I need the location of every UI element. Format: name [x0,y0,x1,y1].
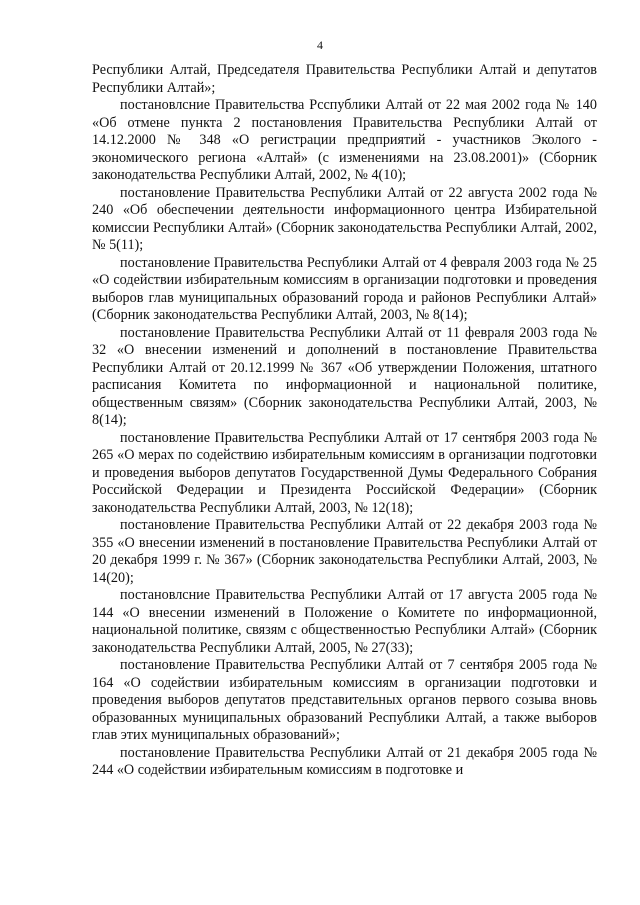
paragraph: постановление Правительства Республики Алтай от 22 декабря 2003 года № 355 «О внесении изменений в постановление Правительства Республики Алтай от 20 декабря 1999 г. № 367» (Сборник законодательства Республики Алтай, 2003, № 14(20); [92,517,597,586]
paragraph: постановление Правительства Республики Алтай от 11 февраля 2003 года № 32 «О внесении изменений и дополнений в постановление Правительства Республики Алтай от 20.12.1999 № 367 «Об утверждении Положения, штатного расписания Комитета по информационной и национальной политике, общественным связям» (Сборник законодательства Республики Алтай, 2003, № 8(14); [92,324,597,428]
paragraph: постановление Правительства Республики Алтай от 7 сентября 2005 года № 164 «О содействии избирательным комиссиям в организации подготовки и проведения выборов депутатов представительных органов первого созыва вновь образованных муниципальных образований Республики Алтай, а также выборов глав этих муниципальных образований»; [92,657,597,743]
paragraph: постановление Правительства Республики Алтай от 4 февраля 2003 года № 25 «О содействии избирательным комиссиям в организации подготовки и проведения выборов глав муниципальных образований города и районов Республики Алтай» (Сборник законодательства Республики Алтай, 2003, № 8(14); [92,254,597,323]
paragraph: постановление Правительства Республики Алтай от 22 августа 2002 года № 240 «Об обеспечении деятельности информационного центра Избирательной комиссии Республики Алтай» (Сборник законодательства Республики Алтай, 2002, № 5(11); [92,184,597,253]
paragraph: Республики Алтай, Председателя Правительства Республики Алтай и депутатов Республики Алтай»; [92,62,597,96]
paragraph: постановление Правительства Республики Алтай от 17 сентября 2003 года № 265 «О мерах по содействию избирательным комиссиям в организации подготовки и проведения выборов депутатов Государственной Думы Федерального Собрания Российской Федерации и Президента Российской Федерации» (Сборник законодательства Республики Алтай, 2003, № 12(18); [92,429,597,516]
page-number: 4 [317,38,323,52]
paragraph: постановлсние Правительства Республики Алтай от 17 августа 2005 года № 144 «О внесении изменений в Положение о Комитете по информационной, национальной политике, связям с общественностью Республики Алтай» (Сборник законодательства Республики Алтай, 2005, № 27(33); [92,587,597,656]
paragraph: постановление Правительства Республики Алтай от 21 декабря 2005 года № 244 «О содействии избирательным комиссиям в подготовке и [92,744,597,778]
paragraph: постановлсние Правительства Рсспублики Алтай от 22 мая 2002 года № 140 «Об отмене пункта 2 постановления Правительства Республики Алтай от 14.12.2000 № 348 «О регистрации предприятий - участников Эколого - экономического региона «Алтай» (с изменениями на 23.08.2001)» (Сборник законодательства Республики Алтай, 2002, № 4(10); [92,97,597,183]
document-body [92,62,597,780]
